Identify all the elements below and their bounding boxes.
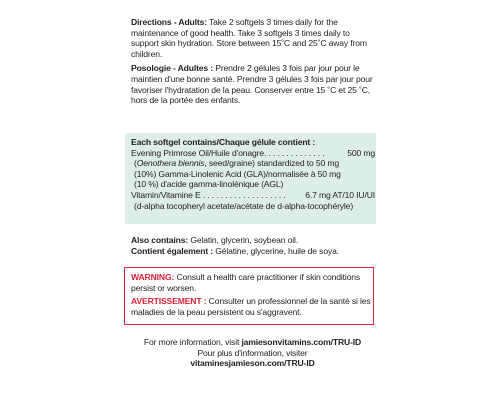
more-info-french-url[interactable]: vitaminesjamieson.com/TRU-ID bbox=[190, 358, 315, 369]
ingredient-row-vitamin-e bbox=[131, 190, 375, 201]
directions-french-text: Prendre 2 gélules 3 fois par jour pour le maintien d'une bonne santé. Prendre 3 gélules 3 fois par jour pour favoriser l'hydratation de la peau. Conserver entre 15 ˚C et 25 ˚C, hors de la portée des enfants. bbox=[131, 63, 373, 106]
ingredient-latin-open: ( bbox=[134, 158, 137, 169]
ingredient-epo-dots: . . . . . . . . . . . . . . bbox=[264, 147, 325, 158]
more-info-english bbox=[125, 337, 380, 348]
ingredient-row-agl: (10 %) d'acide gamma-linolénique (AGL) bbox=[134, 179, 284, 190]
warning-english-text: Consult a health care practitioner if skin conditions persist or worsen. bbox=[131, 272, 361, 293]
ingredient-vite-label: Vitamin/Vitamine E bbox=[131, 189, 201, 200]
warning-french-text: Consulter un professionnel de la santé si les maladies de la peau persistent ou s'aggravent. bbox=[131, 296, 371, 317]
also-contains-french bbox=[131, 246, 379, 257]
ingredients-header: Each softgel contains/Chaque gélule contient : bbox=[131, 137, 316, 147]
ingredient-row-vite-source: (d-alpha tocopheryl acetate/acétate de d-alpha-tocophéryle) bbox=[134, 200, 354, 211]
ingredient-latin-rest: , seed/graine) standardized to 50 mg bbox=[204, 158, 339, 169]
directions-english-text: Take 2 softgels 3 times daily for the maintenance of good health. Take 3 softgels 3 times daily to support skin hydration. Store between 15˚C and 25˚C away from children. bbox=[131, 17, 367, 59]
also-contains-english-text: Gelatin, glycerin, soybean oil. bbox=[188, 235, 298, 245]
more-info-english-url[interactable]: jamiesonvitamins.com/TRU-ID bbox=[241, 337, 362, 347]
also-contains-french-label: Contient également : bbox=[131, 245, 213, 256]
also-contains-english bbox=[131, 235, 379, 246]
directions-english bbox=[131, 17, 379, 59]
warning-english-label: WARNING: bbox=[131, 272, 175, 282]
directions-french bbox=[131, 63, 379, 105]
directions-english-label: Directions - Adults: bbox=[131, 17, 207, 27]
ingredient-epo-amount: 500 mg bbox=[347, 147, 375, 158]
warning-french bbox=[131, 296, 371, 317]
ingredient-vite-amount: 6.7 mg AT/10 IU/UI bbox=[305, 189, 375, 200]
also-contains-french-text: Gélatine, glycerine, huile de soya. bbox=[213, 245, 339, 256]
ingredient-epo-label: Evening Primrose Oil/Huile d'onagre bbox=[131, 147, 265, 158]
more-info-section bbox=[125, 337, 380, 369]
more-info-english-prefix: For more information, visit bbox=[143, 337, 242, 347]
ingredient-vite-dots: . . . . . . . . . . . . . . . . . . . bbox=[202, 189, 286, 200]
directions-section bbox=[131, 17, 379, 106]
directions-french-label: Posologie - Adultes : bbox=[131, 63, 213, 74]
ingredients-section bbox=[131, 137, 375, 211]
also-contains-section bbox=[131, 235, 379, 256]
ingredient-row-latin bbox=[131, 158, 375, 169]
ingredient-row-evening-primrose bbox=[131, 148, 375, 159]
ingredient-row-gla: (10%) Gamma-Linolenic Acid (GLA)/normalisée à 50 mg bbox=[134, 168, 341, 179]
warning-french-label: AVERTISSEMENT : bbox=[131, 296, 207, 307]
also-contains-english-label: Also contains: bbox=[131, 235, 189, 245]
warning-section bbox=[131, 272, 371, 317]
more-info-french: Pour plus d'information, visiter bbox=[197, 347, 308, 358]
warning-english bbox=[131, 272, 371, 293]
ingredient-latin-name: Oenothera biennis bbox=[136, 158, 205, 169]
